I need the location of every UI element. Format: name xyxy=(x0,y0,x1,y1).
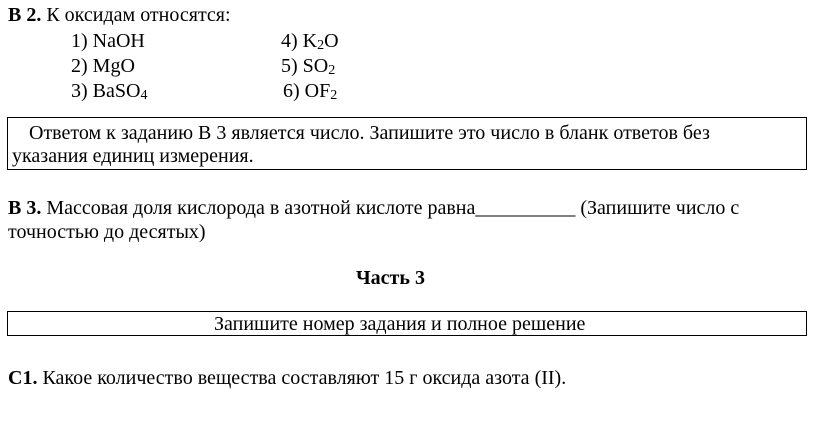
b2-option-6 xyxy=(283,79,337,103)
formula-tail: O xyxy=(324,30,339,52)
instruction-line-2: указания единиц измерения. xyxy=(12,145,254,167)
b3-question-text: Массовая доля кислорода в азотной кислоте равна__________ (Запишите число с xyxy=(46,197,740,219)
instruction-box xyxy=(7,117,807,170)
c1-question-line xyxy=(8,366,566,390)
b2-option-2 xyxy=(71,54,135,78)
c1-question-text: Какое количество вещества составляют 15 г оксида азота (II). xyxy=(42,367,567,389)
b3-label: В 3. xyxy=(8,197,42,219)
b2-question-line xyxy=(8,3,231,27)
instruction-line-1: Ответом к заданию В 3 является число. Запишите это число в бланк ответов без xyxy=(29,122,710,144)
b3-question-line-1 xyxy=(8,196,739,220)
option-formula: MgO xyxy=(92,55,135,77)
c1-label: С1. xyxy=(8,367,38,389)
option-number: 5) xyxy=(281,55,298,77)
option-number: 1) xyxy=(71,30,88,52)
b2-option-4 xyxy=(281,29,339,53)
option-formula xyxy=(305,80,338,102)
option-formula: NaOH xyxy=(92,30,145,52)
b2-option-5 xyxy=(281,54,335,78)
b2-option-1 xyxy=(71,29,145,53)
formula-subscript: 4 xyxy=(140,88,148,103)
formula-main: K xyxy=(302,30,318,52)
option-number: 3) xyxy=(71,80,88,102)
option-number: 2) xyxy=(71,55,88,77)
option-formula xyxy=(303,55,336,77)
formula-main: OF xyxy=(304,80,331,102)
formula-subscript: 2 xyxy=(330,88,338,103)
formula-main: BaSO xyxy=(92,80,141,102)
b2-label: В 2. xyxy=(8,4,42,26)
part3-instruction-box xyxy=(7,311,807,336)
option-formula xyxy=(93,80,148,102)
option-number: 4) xyxy=(281,30,298,52)
b3-question-line-2: точностью до десятых) xyxy=(8,221,206,243)
option-number: 6) xyxy=(283,80,300,102)
b2-option-3 xyxy=(71,79,147,103)
part3-instruction-text: Запишите номер задания и полное решение xyxy=(214,313,586,335)
formula-main: SO xyxy=(302,55,329,77)
formula-subscript: 2 xyxy=(328,63,336,78)
formula-subscript: 2 xyxy=(317,38,325,53)
b2-question: К оксидам относятся: xyxy=(46,4,231,26)
part3-title: Часть 3 xyxy=(356,267,425,289)
option-formula xyxy=(303,30,339,52)
